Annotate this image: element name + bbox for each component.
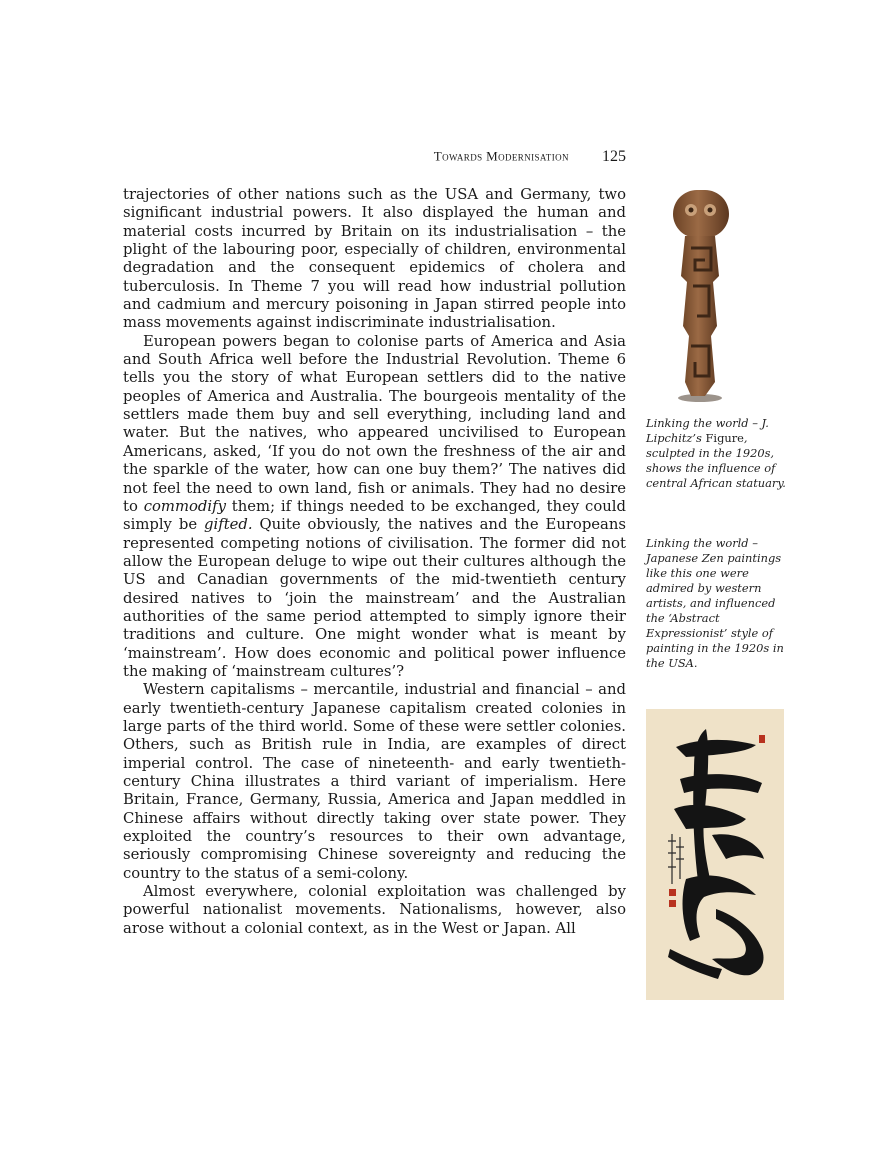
paragraph-2-part-c: Quite obviously, the natives and the Europeans represented competing notions of civilisation. The former did not allow the European deluge to wipe out their cultures although the US and Canadian governments of the mid-twentieth century desired natives to ‘join the mainstream’ and the Australian authorities of the same period attempted to simply ignore their traditions and culture. One might wonder what is meant by ‘mainstream’. How does economic and political power influence the making of ‘mainstream cultures’? bbox=[123, 516, 627, 680]
running-head bbox=[330, 146, 626, 166]
zen-painting-image bbox=[646, 709, 784, 1000]
caption-sculpture-part-a: Linking the world – J. Lipchitz’s bbox=[646, 416, 769, 445]
caption-sculpture-part-b: , sculpted in the 1920s, shows the influence of central African statuary. bbox=[646, 431, 786, 490]
paragraph-4: Almost everywhere, colonial exploitation was challenged by powerful nationalist movements. Nationalisms, however, also arose without a colonial context, as in the West or Japan. All bbox=[123, 883, 626, 937]
page-number: 125 bbox=[602, 147, 626, 165]
emphasis-commodify: commodify bbox=[143, 497, 226, 515]
paragraph-2-part-b: them; if things needed to be exchanged, they could simply be bbox=[123, 497, 626, 534]
caption-zen-painting: Linking the world – Japanese Zen paintings like this one were admired by western artists, and influenced the ‘Abstract Expressionist’ style of painting in the 1920s in the USA. bbox=[646, 536, 784, 670]
body-text bbox=[123, 186, 626, 938]
paragraph-2 bbox=[123, 333, 626, 682]
caption-sculpture bbox=[646, 416, 788, 491]
caption-sculpture-title: Figure bbox=[705, 431, 744, 445]
running-title: Towards Modernisation bbox=[433, 148, 569, 164]
paragraph-1: trajectories of other nations such as the USA and Germany, two significant industrial powers. It also displayed the human and material costs incurred by Britain on its industrialisation – the plight of the labouring poor, especially of children, environmental degradation and the consequent epidemics of cholera and tuberculosis. In Theme 7 you will read how industrial pollution and cadmium and mercury poisoning in Japan stirred people into mass movements against indiscriminate industrialisation. bbox=[123, 186, 626, 332]
paragraph-2-part-a: European powers began to colonise parts of America and Asia and South Africa well before the Industrial Revolution. Theme 6 tells you the story of what European settlers did to the native peoples of America and Australia. The bourgeois mentality of the settlers made them buy and sell everything, including land and water. But the natives, who appeared uncivilised to European Americans, asked, ‘If you do not own the freshness of the air and the sparkle of the water, how can one buy them?’ The natives did not feel the need to own land, fish or animals. They had no desire to bbox=[123, 332, 626, 515]
paragraph-3: Western capitalisms – mercantile, industrial and financial – and early twentieth-century Japanese capitalism created colonies in large parts of the third world. Some of these were settler colonies. Others, such as British rule in India, are examples of direct imperial control. The case of nineteenth- and early twentieth-century China illustrates a third variant of imperialism. Here Britain, France, Germany, Russia, America and Japan meddled in Chinese affairs without directly taking over state power. They exploited the country’s resources to their own advantage, seriously compromising Chinese sovereignty and reducing the country to the status of a semi-colony. bbox=[123, 681, 626, 882]
lipchitz-sculpture-image bbox=[655, 186, 745, 404]
emphasis-gifted: gifted. bbox=[204, 516, 253, 534]
